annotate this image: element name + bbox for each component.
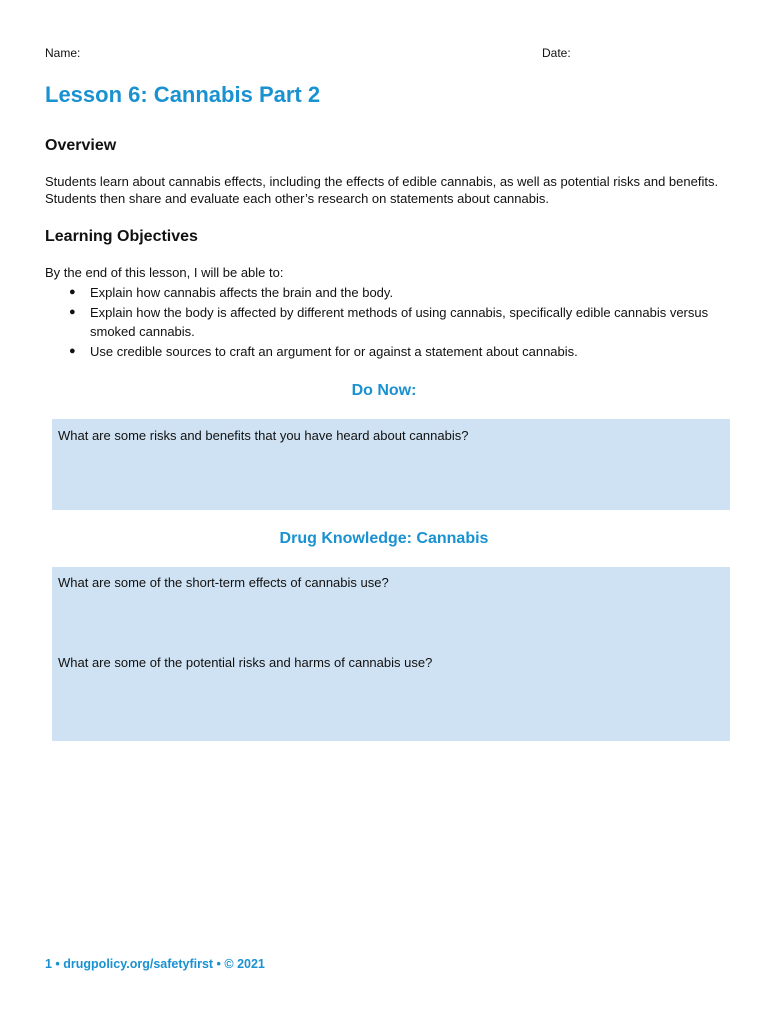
drug-knowledge-answer-box[interactable]: [52, 567, 730, 741]
short-term-effects-prompt: What are some of the short-term effects of cannabis use?: [58, 575, 389, 590]
overview-heading: Overview: [45, 137, 117, 154]
objective-item: [45, 342, 725, 362]
overview-text: Students learn about cannabis effects, including the effects of edible cannabis, as well as potential risks and benefits. Students then share and evaluate each other’s research on statements about cannabis.: [45, 174, 719, 206]
do-now-title: Do Now:: [351, 382, 417, 399]
bullet-icon: ●: [69, 344, 76, 357]
objectives-list: [45, 283, 725, 361]
lesson-title: Lesson 6: Cannabis Part 2: [45, 82, 321, 107]
learning-objectives-heading: Learning Objectives: [45, 228, 198, 245]
bullet-icon: ●: [69, 286, 76, 298]
objectives-intro: By the end of this lesson, I will be able to:: [45, 265, 284, 280]
do-now-answer-box[interactable]: [52, 419, 730, 510]
objective-text: Explain how the body is affected by different methods of using cannabis, specifically edible cannabis versus smoked cannabis.: [90, 304, 709, 339]
drug-knowledge-title: Drug Knowledge: Cannabis: [279, 530, 489, 547]
date-label: Date:: [542, 46, 571, 60]
objective-text: Use credible sources to craft an argument for or against a statement about cannabis.: [90, 343, 578, 359]
objective-item: [45, 303, 725, 342]
bullet-icon: ●: [69, 305, 76, 318]
objective-item: [45, 283, 725, 303]
risks-harms-prompt: What are some of the potential risks and harms of cannabis use?: [58, 655, 433, 670]
name-label: Name:: [45, 46, 81, 60]
objective-text: Explain how cannabis affects the brain and the body.: [90, 285, 394, 300]
header-row: [45, 46, 725, 62]
do-now-prompt: What are some risks and benefits that you have heard about cannabis?: [58, 428, 469, 443]
page-footer: 1 • drugpolicy.org/safetyfirst • © 2021: [45, 957, 265, 971]
